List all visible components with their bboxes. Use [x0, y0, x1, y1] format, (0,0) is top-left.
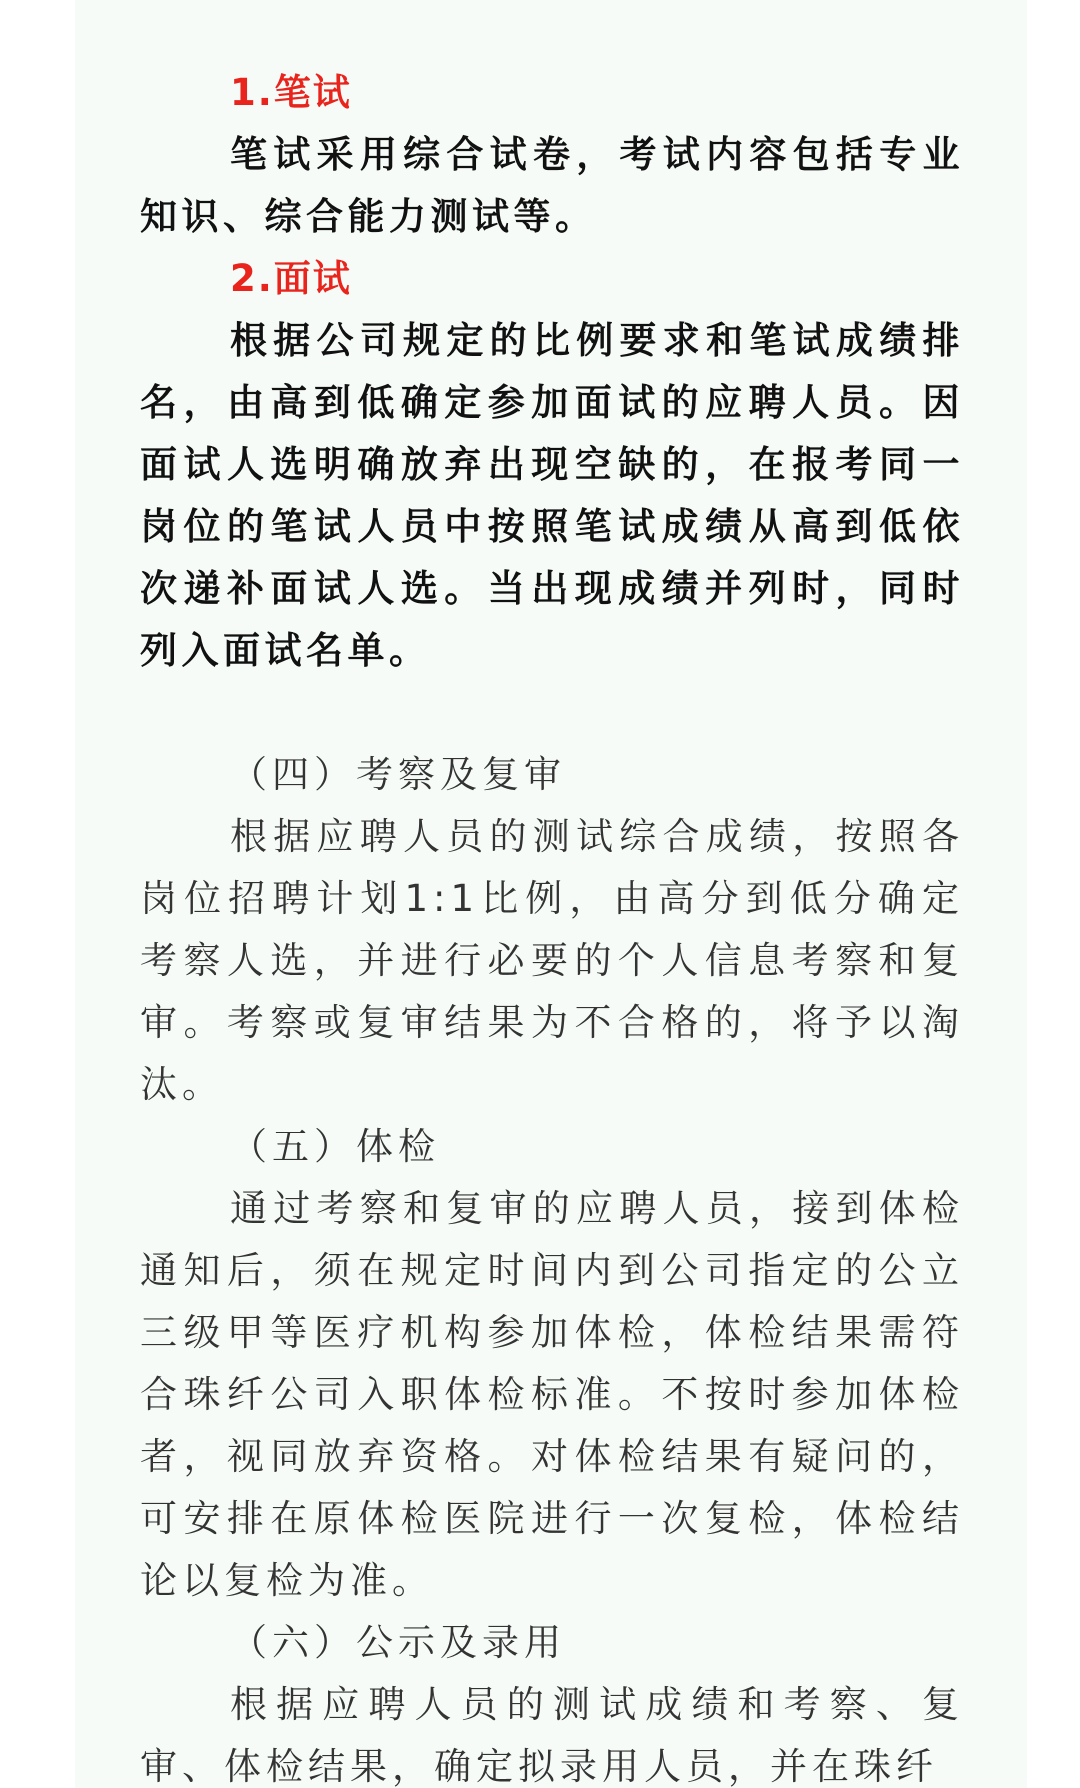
written-exam-body: 笔试采用综合试卷，考试内容包括专业知识、综合能力测试等。 — [140, 133, 964, 238]
publicity-body: 根据应聘人员的测试成绩和考察、复审、体检结果，确定拟录用人员，并在珠纤 — [140, 1683, 964, 1788]
interview-heading: 2.面试 — [230, 257, 352, 300]
inspection-body: 根据应聘人员的测试综合成绩，按照各岗位招聘计划1:1比例，由高分到低分确定考察人选，并进行必要的个人信息考察和复审。考察或复审结果为不合格的，将予以淘汰。 — [140, 815, 964, 1106]
interview-body: 根据公司规定的比例要求和笔试成绩排名，由高到低确定参加面试的应聘人员。因面试人选明确放弃出现空缺的，在报考同一岗位的笔试人员中按照笔试成绩从高到低依次递补面试人选。当出现成绩并列时，同时列入面试名单。 — [140, 319, 964, 672]
document-page — [75, 0, 1027, 1788]
written-exam-heading: 1.笔试 — [230, 71, 352, 114]
section-gap — [140, 682, 964, 744]
inspection-section-title: （四）考察及复审 — [230, 753, 566, 796]
medical-section-title: （五）体检 — [230, 1125, 440, 1168]
publicity-section-title: （六）公示及录用 — [230, 1621, 566, 1664]
document-content — [140, 62, 964, 1788]
medical-body: 通过考察和复审的应聘人员，接到体检通知后，须在规定时间内到公司指定的公立三级甲等医疗机构参加体检，体检结果需符合珠纤公司入职体检标准。不按时参加体检者，视同放弃资格。对体检结果有疑问的，可安排在原体检医院进行一次复检，体检结论以复检为准。 — [140, 1187, 964, 1602]
